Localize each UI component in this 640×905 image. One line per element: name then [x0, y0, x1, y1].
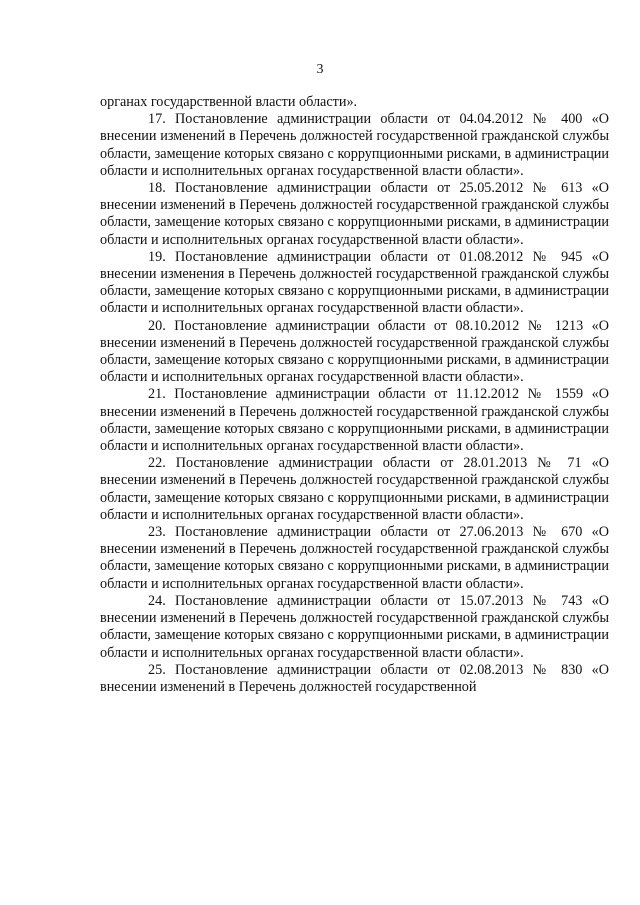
item-number: 24. — [148, 592, 166, 609]
document-body — [100, 94, 609, 696]
item-number: 22. — [148, 455, 166, 472]
item-number: 17. — [148, 111, 166, 128]
item-number: 19. — [148, 248, 166, 265]
list-item-25 — [100, 662, 609, 696]
item-text: Постановление администрации области от 15.07.2013 № 743 «О внесении изменений в Перечень должностей государственной гражданской службы области, замещение которых связано с коррупционными рисками, в администрации области и исполнительных органах государственной власти области». — [100, 592, 609, 661]
item-text: Постановление администрации области от 25.05.2012 № 613 «О внесении изменений в Перечень должностей государственной гражданской службы области, замещение которых связано с коррупционными рисками, в администрации области и исполнительных органах государственной власти области». — [100, 180, 609, 248]
item-number: 25. — [148, 661, 166, 678]
item-text: Постановление администрации области от 04.04.2012 № 400 «О внесении изменений в Перечень должностей государственной гражданской службы области, замещение которых связано с коррупционными рисками, в администрации области и исполнительных органах государственной власти области». — [100, 111, 609, 179]
list-item-23 — [100, 524, 609, 593]
item-number: 20. — [148, 317, 166, 334]
item-number: 18. — [148, 180, 166, 197]
item-text: Постановление администрации области от 02.08.2013 № 830 «О внесении изменений в Перечень должностей государственной — [100, 661, 609, 695]
item-number: 21. — [148, 386, 166, 403]
item-text: Постановление администрации области от 11.12.2012 № 1559 «О внесении изменений в Перечень должностей государственной гражданской службы области, замещение которых связано с коррупционными рисками, в администрации области и исполнительных органах государственной власти области». — [100, 386, 609, 455]
item-text: Постановление администрации области от 27.06.2013 № 670 «О внесении изменений в Перечень должностей государственной гражданской службы области, замещение которых связано с коррупционными рисками, в администрации области и исполнительных органах государственной власти области». — [100, 524, 609, 592]
item-text: Постановление администрации области от 01.08.2012 № 945 «О внесении изменения в Перечень должностей государственной гражданской службы области, замещение которых связано с коррупционными рисками, в администрации области и исполнительных органах государственной власти области». — [100, 248, 609, 317]
item-text: Постановление администрации области от 28.01.2013 № 71 «О внесении изменений в Перечень должностей государственной гражданской службы области, замещение которых связано с коррупционными рисками, в администрации области и исполнительных органах государственной власти области». — [100, 455, 609, 523]
list-item-22 — [100, 455, 609, 524]
item-number: 23. — [148, 524, 166, 541]
list-item-24 — [100, 593, 609, 662]
list-item-18 — [100, 180, 609, 249]
page-number: 3 — [316, 62, 324, 77]
list-item-21 — [100, 386, 609, 455]
item-text: Постановление администрации области от 08.10.2012 № 1213 «О внесении изменений в Перечень должностей государственной гражданской службы области, замещение которых связано с коррупционными рисками, в администрации области и исполнительных органах государственной власти области». — [100, 317, 609, 386]
list-item-17 — [100, 111, 609, 180]
list-item-20 — [100, 318, 609, 387]
continuation-paragraph: органах государственной власти области». — [100, 94, 358, 110]
list-item-19 — [100, 249, 609, 318]
